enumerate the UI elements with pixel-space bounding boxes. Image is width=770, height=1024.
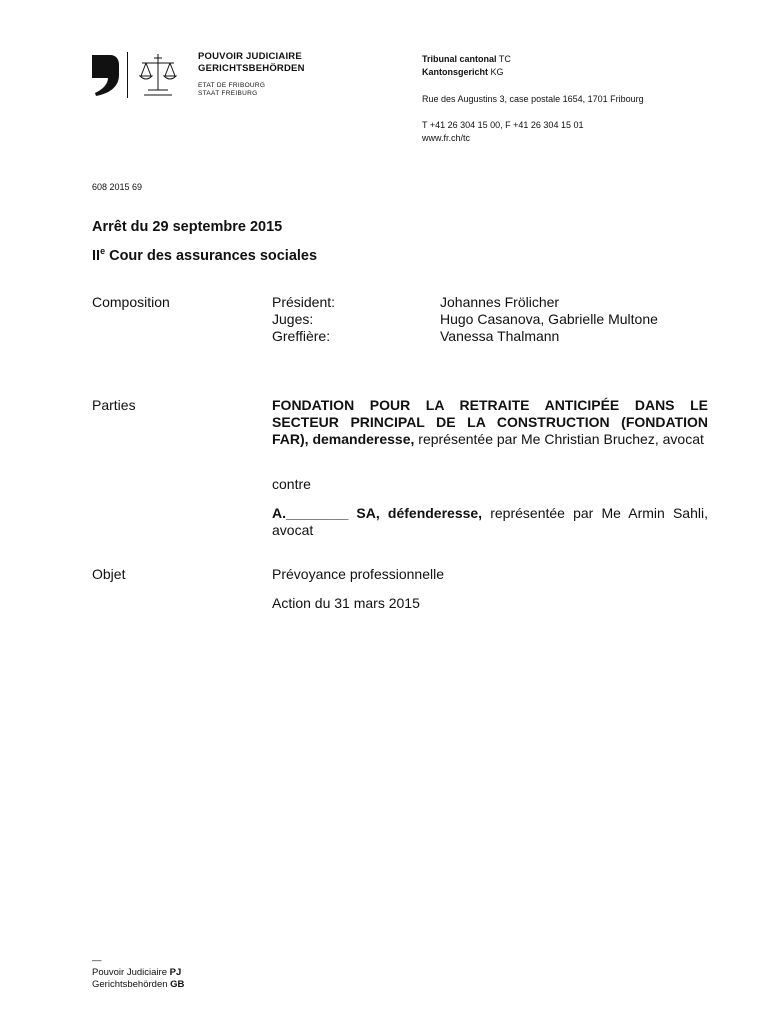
judgment-title: Arrêt du 29 septembre 2015 [92,219,283,235]
state-name: ETAT DE FRIBOURG STAAT FREIBURG [198,82,266,97]
object-label: Objet [92,566,126,582]
court-website: www.fr.ch/tc [422,133,471,143]
court-division: IIe Cour des assurances sociales [92,246,318,264]
court-name: Tribunal cantonal TC Kantonsgericht KG [422,54,511,77]
versus-text: contre [272,476,311,492]
logo-divider [127,52,128,98]
object-action: Action du 31 mars 2015 [272,595,420,611]
footer-gb: Gerichtsbehörden GB [92,979,185,990]
defendant-paragraph: A.________ SA, défenderesse, représentée par Me Armin Sahli, avocat [272,505,708,538]
plaintiff-paragraph: FONDATION POUR LA RETRAITE ANTICIPÉE DANS LE SECTEUR PRINCIPAL DE LA CONSTRUCTION (FONDATION FAR), demanderesse, représentée par Me Christian Bruchez, avocat [272,397,708,447]
composition-names: Johannes Frölicher Hugo Casanova, Gabrielle Multone Vanessa Thalmann [440,294,658,344]
court-phone-fax: T +41 26 304 15 00, F +41 26 304 15 01 [422,120,584,130]
case-reference: 608 2015 69 [92,182,143,192]
composition-label: Composition [92,294,170,310]
footer-dash: — [92,955,102,966]
parties-label: Parties [92,397,136,413]
object-subject: Prévoyance professionnelle [272,566,444,582]
court-address: Rue des Augustins 3, case postale 1654, 1701 Fribourg [422,94,644,104]
justice-scales-icon [136,52,180,98]
fribourg-logo-mark-icon [90,53,120,97]
institution-name: POUVOIR JUDICIAIRE GERICHTSBEHÖRDEN [198,51,305,74]
footer-pj: Pouvoir Judiciaire PJ [92,967,182,978]
composition-roles: Président: Juges: Greffière: [272,294,336,344]
